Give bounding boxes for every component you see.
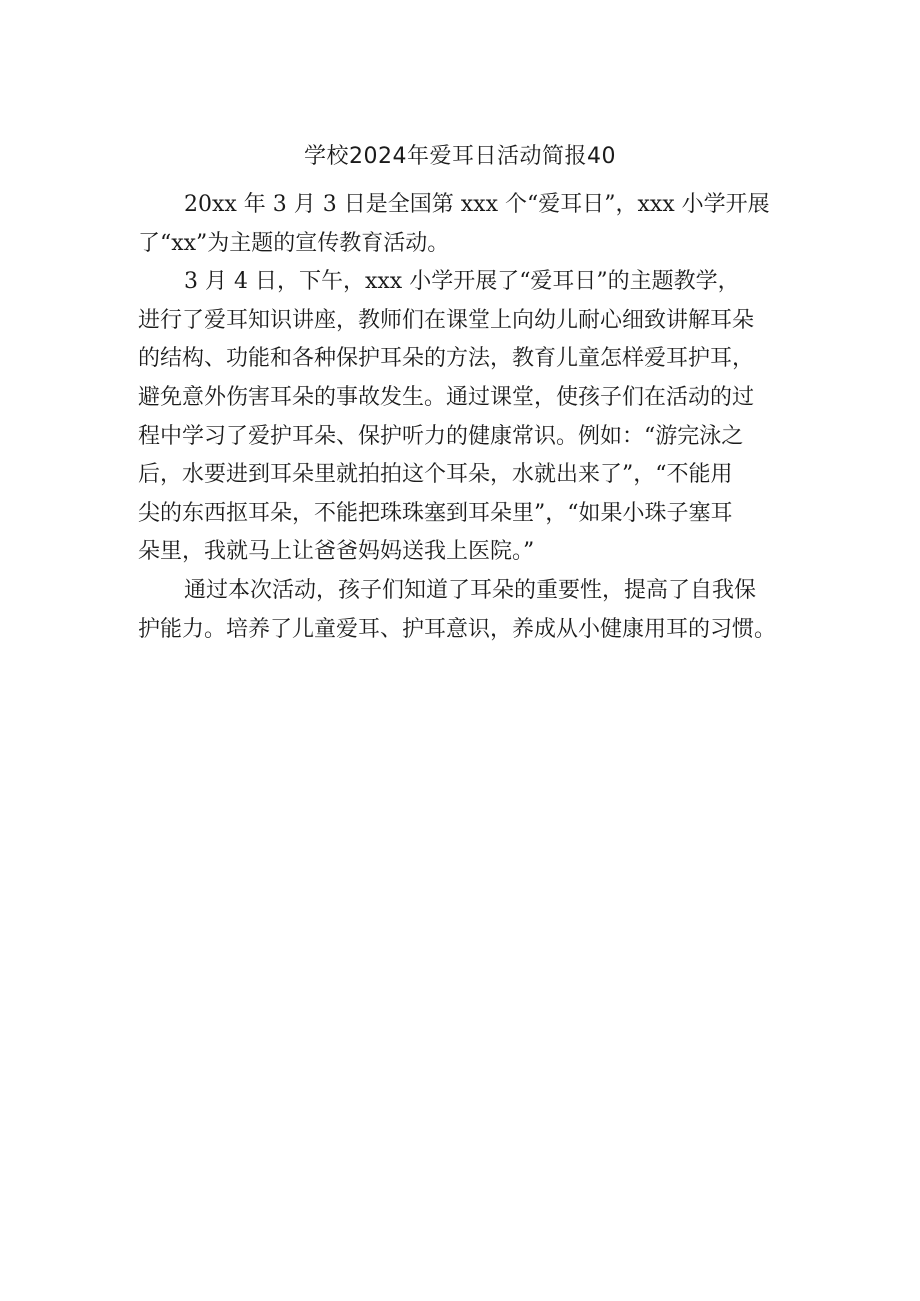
paragraph-line: 朵里，我就马上让爸爸妈妈送我上医院。” [138, 539, 535, 565]
paragraph-line: 后，水要进到耳朵里就拍拍这个耳朵，水就出来了”，“不能用 [138, 462, 733, 488]
paragraph-line: 护能力。培养了儿童爱耳、护耳意识，养成从小健康用耳的习惯。 [138, 616, 777, 642]
paragraph-1 [138, 186, 786, 263]
paragraph-line: 尖的东西抠耳朵，不能把珠珠塞到耳朵里”，“如果小珠子塞耳 [138, 500, 733, 526]
paragraph-line: 3 月 4 日，下午，xxx 小学开展了“爱耳日”的主题教学， [184, 269, 740, 295]
paragraph-3 [138, 572, 786, 649]
document-body [138, 186, 786, 649]
paragraph-line: 进行了爱耳知识讲座，教师们在课堂上向幼儿耐心细致讲解耳朵 [138, 307, 755, 333]
paragraph-line: 了“xx”为主题的宣传教育活动。 [138, 230, 450, 256]
paragraph-line: 的结构、功能和各种保护耳朵的方法，教育儿童怎样爱耳护耳， [138, 346, 755, 372]
document-title: 学校2024年爱耳日活动简报40 [304, 144, 616, 169]
paragraph-line: 避免意外伤害耳朵的事故发生。通过课堂，使孩子们在活动的过 [138, 384, 755, 410]
paragraph-line: 20xx 年 3 月 3 日是全国第 xxx 个“爱耳日”，xxx 小学开展 [184, 192, 770, 217]
paragraph-2 [138, 263, 786, 572]
paragraph-line: 通过本次活动，孩子们知道了耳朵的重要性，提高了自我保 [184, 577, 757, 603]
paragraph-line: 程中学习了爱护耳朵、保护听力的健康常识。例如：“游完泳之 [138, 423, 744, 449]
